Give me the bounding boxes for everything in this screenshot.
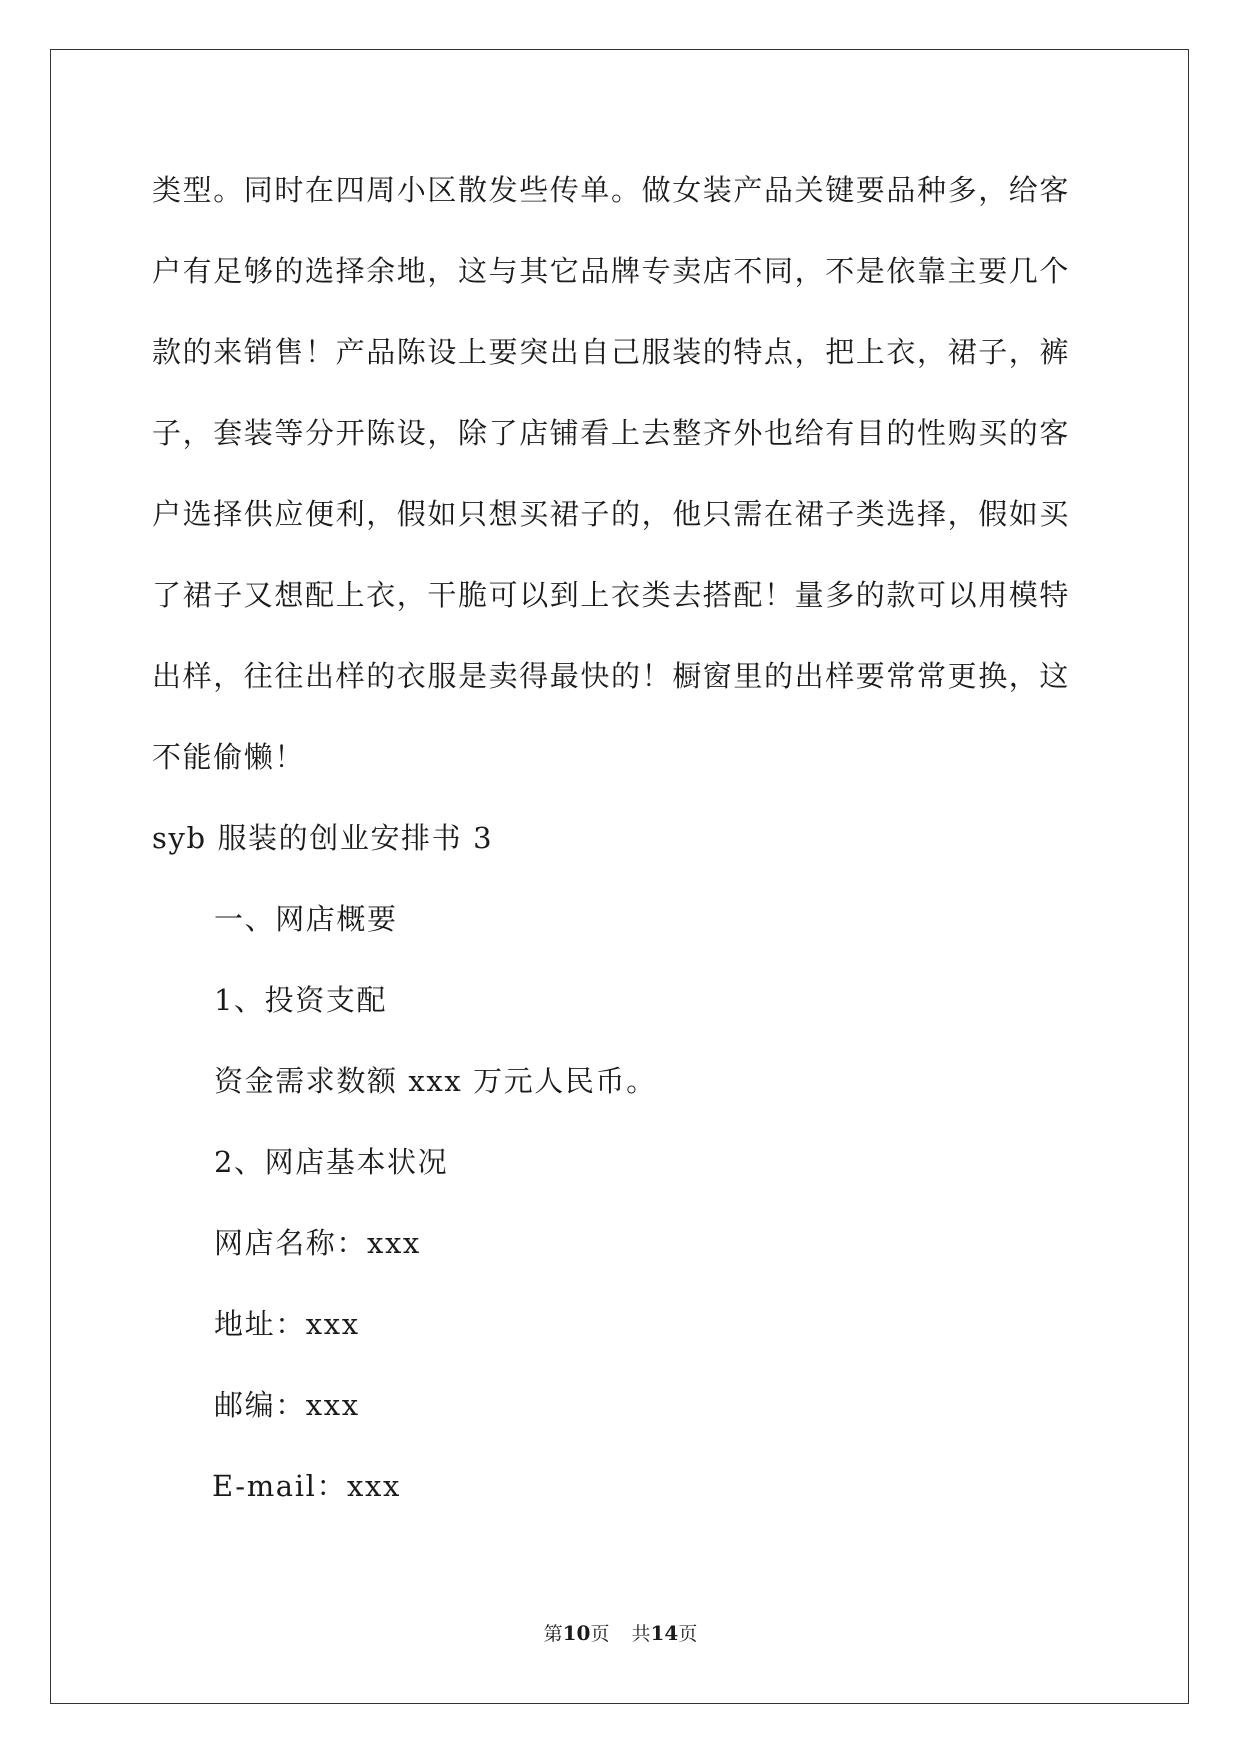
paragraph-line-2: 户有足够的选择余地，这与其它品牌专卖店不同，不是依靠主要几个 [152, 254, 1071, 288]
paragraph-line-7: 出样，往往出样的衣服是卖得最快的！橱窗里的出样要常常更换，这 [152, 659, 1071, 693]
page-current: 10 [562, 1621, 591, 1645]
page-prefix: 第 [543, 1623, 563, 1645]
paragraph-line-3: 款的来销售！产品陈设上要突出自己服装的特点，把上衣，裙子，裤 [152, 335, 1071, 369]
total-suffix: 页 [678, 1623, 698, 1645]
page-total: 14 [650, 1621, 679, 1645]
paragraph-line-1: 类型。同时在四周小区散发些传单。做女装产品关键要品种多，给客 [152, 173, 1071, 207]
shop-postcode: 邮编：xxx [214, 1388, 360, 1422]
page-footer [0, 1620, 1241, 1647]
page-border [50, 49, 1189, 1704]
shop-email: E-mail：xxx [212, 1469, 401, 1503]
section-title: syb 服装的创业安排书 3 [152, 821, 494, 855]
page-suffix: 页 [590, 1623, 610, 1645]
heading-shop-status: 2、网店基本状况 [214, 1145, 449, 1179]
total-prefix: 共 [631, 1623, 651, 1645]
paragraph-line-5: 户选择供应便利，假如只想买裙子的，他只需在裙子类选择，假如买 [152, 497, 1071, 531]
paragraph-line-6: 了裙子又想配上衣，干脆可以到上衣类去搭配！量多的款可以用模特 [152, 578, 1071, 612]
shop-address: 地址：xxx [214, 1307, 360, 1341]
funding-text: 资金需求数额 xxx 万元人民币。 [214, 1064, 657, 1098]
paragraph-line-4: 子，套装等分开陈设，除了店铺看上去整齐外也给有目的性购买的客 [152, 416, 1071, 450]
heading-investment: 1、投资支配 [214, 983, 388, 1017]
shop-name: 网店名称：xxx [214, 1226, 421, 1260]
heading-overview: 一、网店概要 [214, 902, 398, 936]
paragraph-line-8: 不能偷懒！ [152, 740, 306, 774]
